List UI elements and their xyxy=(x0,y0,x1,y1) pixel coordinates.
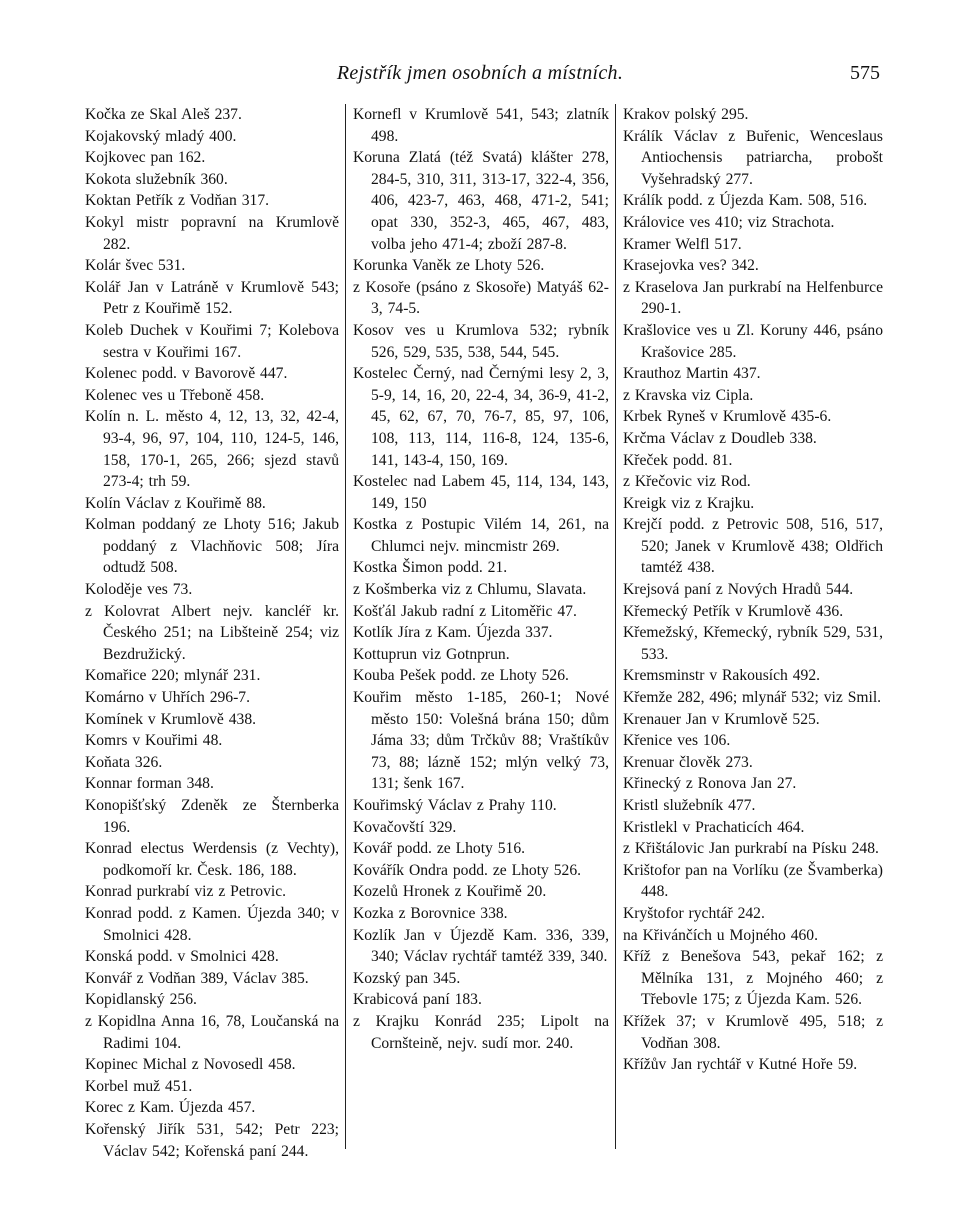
running-title: Rejstřík jmen osobních a místních. xyxy=(336,62,624,84)
index-entry: Krasejovka ves? 342. xyxy=(623,257,759,275)
index-entry: Kořenský Jiřík 531, 542; Petr 223; Václav 542; Kořenská paní 244. xyxy=(85,1120,339,1160)
index-entry: Křížův Jan rychtář v Kutné Hoře 59. xyxy=(623,1056,858,1074)
index-entry: Korec z Kam. Újezda 457. xyxy=(85,1099,256,1117)
index-entry: Křemže 282, 496; mlynář 532; viz Smil. xyxy=(623,689,882,707)
index-entry: Krištofor pan na Vorlíku (ze Švamberka) 448. xyxy=(623,861,883,901)
index-entry: Koňata 326. xyxy=(85,753,163,771)
index-entry: Králík podd. z Újezda Kam. 508, 516. xyxy=(623,192,868,210)
index-entry: Komárno v Uhřích 296-7. xyxy=(85,689,250,707)
index-entry: Koloděje ves 73. xyxy=(85,581,193,599)
index-entry: Kolenec podd. v Bavorově 447. xyxy=(85,365,288,383)
index-entry: Kolín Václav z Kouřimě 88. xyxy=(85,494,266,512)
index-entry: Kristl služebník 477. xyxy=(623,797,756,814)
index-entry: Kostelec Černý, nad Černými lesy 2, 3, 5-9, 14, 16, 20, 22-4, 34, 36-9, 41-2, 45, 62, 67, 70, 76-7, 85, 97, 106, 108, 113, 114, 116-8, 124, 135-6, 141, 143-4, 150, 169. xyxy=(353,365,609,469)
index-entry: Křinecký z Ronova Jan 27. xyxy=(623,775,797,793)
index-entry: Krašlovice ves u Zl. Koruny 446, psáno Krašovice 285. xyxy=(623,321,883,361)
index-entry: Kovačovští 329. xyxy=(353,818,457,836)
page-number: 575 xyxy=(850,62,880,84)
index-entry: Kokyl mistr popravní na Krumlově 282. xyxy=(85,213,339,253)
index-entry: Kříž z Benešova 543, pekař 162; z Mělníka 131, z Mojného 460; z Třebovle 175; z Újezda Kam. 526. xyxy=(623,948,883,1009)
index-entry: z Kosoře (psáno z Skosoře) Matyáš 62-3, 74-5. xyxy=(353,278,609,318)
index-entry: Kostelec nad Labem 45, 114, 134, 143, 149, 150 xyxy=(353,473,609,512)
page-header xyxy=(0,0,960,95)
index-entry: Konnar forman 348. xyxy=(85,775,214,793)
index-entry: Křeček podd. 81. xyxy=(623,451,733,469)
index-entry: Kosov ves u Krumlova 532; rybník 526, 529, 535, 538, 544, 545. xyxy=(353,321,609,361)
index-entry: Kouřim město 1-185, 260-1; Nové město 150: Volešná brána 150; dům Jáma 33; dům Trčkův 88; Vraštíkův 73, 88; lázně 152; mlýn velký 73, 131; šenk 167. xyxy=(353,689,609,793)
index-entry: Krenauer Jan v Krumlově 525. xyxy=(623,710,820,728)
index-entry: Krbek Ryneš v Krumlově 435-6. xyxy=(623,408,832,426)
index-entry: Konopišťský Zdeněk ze Šternberka 196. xyxy=(85,797,339,836)
index-column-right xyxy=(615,104,885,1149)
index-entry: Kostka Šimon podd. 21. xyxy=(353,559,508,577)
index-entry: Kojakovský mladý 400. xyxy=(85,127,237,145)
index-entry: Krabicová paní 183. xyxy=(353,991,482,1009)
index-entry: Kreigk viz z Krajku. xyxy=(623,494,755,512)
index-entry: Kottuprun viz Gotnprun. xyxy=(353,645,510,663)
index-entry: Kolín n. L. město 4, 12, 13, 32, 42-4, 93-4, 96, 97, 104, 110, 124-5, 146, 158, 170-1, 265, 266; sjezd stavů 273-4; trh 59. xyxy=(85,408,339,491)
index-entry: z Kravska viz Cipla. xyxy=(623,386,754,404)
index-entry: Krauthoz Martin 437. xyxy=(623,365,761,383)
index-entry: Kremsminstr v Rakousích 492. xyxy=(623,667,821,685)
index-entry: Koktan Petřík z Vodňan 317. xyxy=(85,192,270,210)
index-entry: Konrad podd. z Kamen. Újezda 340; v Smolnici 428. xyxy=(85,904,339,944)
index-entry: Kozský pan 345. xyxy=(353,969,461,987)
index-columns xyxy=(85,104,885,1204)
index-entry: Kouřimský Václav z Prahy 110. xyxy=(353,797,557,814)
index-column-middle xyxy=(345,104,615,1149)
index-entry: Konvář z Vodňan 389, Václav 385. xyxy=(85,969,309,987)
index-entry: Kotlík Jíra z Kam. Újezda 337. xyxy=(353,624,553,642)
index-entry: Kozlík Jan v Újezdě Kam. 336, 339, 340; Václav rychtář tamtéž 339, 340. xyxy=(353,926,609,966)
index-entry: Konrad electus Werdensis (z Vechty), podkomoří kr. Česk. 186, 188. xyxy=(85,840,339,879)
index-entry: Kolář Jan v Latráně v Krumlově 543; Petr z Kouřimě 152. xyxy=(85,278,339,318)
index-entry: Kovářík Ondra podd. ze Lhoty 526. xyxy=(353,861,582,879)
index-entry: Kolár švec 531. xyxy=(85,257,186,275)
index-entry: Kostka z Postupic Vilém 14, 261, na Chlumci nejv. mincmistr 269. xyxy=(353,516,609,555)
index-entry: Kristlekl v Prachaticích 464. xyxy=(623,818,805,836)
index-entry: Kornefl v Krumlově 541, 543; zlatník 498. xyxy=(353,106,609,145)
index-column-left xyxy=(85,104,345,1204)
index-entry: Koruna Zlatá (též Svatá) klášter 278, 284-5, 310, 311, 313-17, 322-4, 356, 406, 423-7, 463, 468, 471-2, 541; opat 330, 352-3, 465, 467, 483, volba jeho 471-4; zboží 287-8. xyxy=(353,149,609,253)
index-entry: Komínek v Krumlově 438. xyxy=(85,710,257,728)
index-entry: Kolman poddaný ze Lhoty 516; Jakub poddaný z Vlachňovic 508; Jíra odtudž 508. xyxy=(85,516,339,577)
index-entry: z Kolovrat Albert nejv. kancléř kr. Českého 251; na Libšteině 254; viz Bezdružický. xyxy=(85,602,339,663)
index-entry: Komrs v Kouřimi 48. xyxy=(85,732,223,750)
index-entry: z Krajku Konrád 235; Lipolt na Cornšteině, nejv. sudí mor. 240. xyxy=(353,1012,609,1052)
index-entry: Korbel muž 451. xyxy=(85,1077,193,1095)
index-entry: Kouba Pešek podd. ze Lhoty 526. xyxy=(353,667,569,685)
index-entry: Kolenec ves u Třeboně 458. xyxy=(85,386,265,404)
index-entry: z Košmberka viz z Chlumu, Slavata. xyxy=(353,581,587,599)
index-entry: Kokota služebník 360. xyxy=(85,170,228,188)
index-entry: Králík Václav z Buřenic, Wenceslaus Antiochensis patriarcha, probošt Vyšehradský 277. xyxy=(623,127,883,188)
index-entry: Krakov polský 295. xyxy=(623,106,749,123)
index-entry: Kozelů Hronek z Kouřimě 20. xyxy=(353,883,547,901)
index-entry: z Křištálovic Jan purkrabí na Písku 248. xyxy=(623,840,879,858)
index-entry: z Křečovic viz Rod. xyxy=(623,473,751,491)
index-entry: Krčma Václav z Doudleb 338. xyxy=(623,429,817,447)
index-entry: Konrad purkrabí viz z Petrovic. xyxy=(85,883,287,901)
index-entry: Komařice 220; mlynář 231. xyxy=(85,667,261,685)
index-entry: Kojkovec pan 162. xyxy=(85,149,206,167)
index-entry: Koleb Duchek v Kouřimi 7; Kolebova sestra v Kouřimi 167. xyxy=(85,321,339,361)
index-entry: Křemecký Petřík v Krumlově 436. xyxy=(623,602,844,620)
index-entry: Krejsová paní z Nových Hradů 544. xyxy=(623,581,854,599)
index-entry: Kramer Welfl 517. xyxy=(623,235,742,253)
index-entry: Kryštofor rychtář 242. xyxy=(623,904,765,922)
index-entry: Krenuar člověk 273. xyxy=(623,753,753,771)
index-entry: Korunka Vaněk ze Lhoty 526. xyxy=(353,257,545,275)
index-entry: Kočka ze Skal Aleš 237. xyxy=(85,106,242,123)
index-entry: z Kraselova Jan purkrabí na Helfenburce 290-1. xyxy=(623,278,884,318)
index-entry: Kovář podd. ze Lhoty 516. xyxy=(353,840,526,858)
index-entry: Kozka z Borovnice 338. xyxy=(353,904,508,922)
index-entry: Košťál Jakub radní z Litoměřic 47. xyxy=(353,602,577,620)
index-entry: na Křivánčích u Mojného 460. xyxy=(623,926,818,944)
index-entry: z Kopidlna Anna 16, 78, Loučanská na Radimi 104. xyxy=(85,1012,339,1052)
index-entry: Krejčí podd. z Petrovic 508, 516, 517, 520; Janek v Krumlově 438; Oldřich tamtéž 438. xyxy=(623,516,883,577)
index-entry: Křížek 37; v Krumlově 495, 518; z Vodňan 308. xyxy=(623,1012,883,1052)
index-entry: Konská podd. v Smolnici 428. xyxy=(85,948,279,966)
index-entry: Kopidlanský 256. xyxy=(85,991,197,1009)
index-entry: Kopinec Michal z Novosedl 458. xyxy=(85,1056,296,1074)
index-entry: Křenice ves 106. xyxy=(623,732,731,750)
index-entry: Královice ves 410; viz Strachota. xyxy=(623,213,835,231)
index-entry: Křemežský, Křemecký, rybník 529, 531, 533. xyxy=(623,624,883,663)
